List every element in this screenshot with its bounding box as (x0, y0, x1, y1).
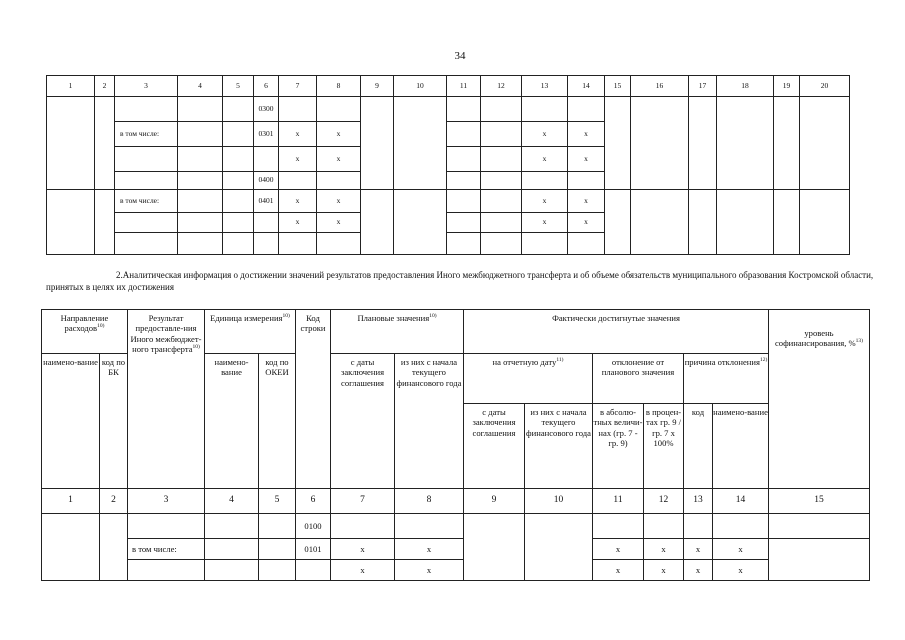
col-number: 7 (279, 76, 317, 97)
x-mark: x (279, 190, 317, 213)
x-mark: х (684, 539, 713, 560)
x-mark: х (395, 539, 464, 560)
header-row-code: Код строки (296, 310, 331, 489)
incl-label: в том числе: (115, 190, 178, 213)
x-mark: x (317, 122, 361, 147)
x-mark: x (568, 213, 605, 233)
x-mark: х (331, 539, 395, 560)
x-mark: x (522, 122, 568, 147)
x-mark: х (713, 560, 769, 581)
col-number: 13 (522, 76, 568, 97)
row-code: 0300 (254, 97, 279, 122)
col-number: 1 (47, 76, 95, 97)
incl-label: в том числе: (128, 539, 205, 560)
x-mark: x (522, 147, 568, 172)
col-number: 7 (331, 489, 395, 514)
header-actual-from-date: с даты заключения соглашения (464, 404, 525, 489)
col-number: 20 (800, 76, 850, 97)
header-reason: причина отклонения$^{12)}$ (684, 354, 769, 404)
x-mark: x (279, 147, 317, 172)
page-number: 34 (454, 50, 466, 62)
table-row (42, 539, 870, 560)
table-row (47, 190, 850, 213)
col-number: 5 (259, 489, 296, 514)
x-mark: х (395, 560, 464, 581)
x-mark: x (279, 122, 317, 147)
col-number: 11 (593, 489, 644, 514)
header-okei: код по ОКЕИ (259, 354, 296, 489)
col-number: 9 (361, 76, 394, 97)
header-percent: в процен-тах гр. 9 / гр. 7 х 100% (644, 404, 684, 489)
header-absolute: в абсолю-тных величи-нах (гр. 7 - гр. 9) (593, 404, 644, 489)
col-number: 15 (605, 76, 631, 97)
header-actual: Фактически достигнутые значения (464, 310, 769, 354)
col-number: 8 (317, 76, 361, 97)
col-number: 3 (128, 489, 205, 514)
col-number: 12 (644, 489, 684, 514)
header-on-date: на отчетную дату$^{11)}$ (464, 354, 593, 404)
table-row (47, 97, 850, 122)
x-mark: x (522, 213, 568, 233)
x-mark: x (317, 190, 361, 213)
incl-label: в том числе: (115, 122, 178, 147)
x-mark: x (317, 147, 361, 172)
col-number: 10 (525, 489, 593, 514)
col-number: 14 (713, 489, 769, 514)
col-number: 5 (223, 76, 254, 97)
expenditure-table-continued (46, 75, 850, 255)
row-code: 0301 (254, 122, 279, 147)
col-number: 12 (481, 76, 522, 97)
x-mark: х (593, 560, 644, 581)
x-mark: x (317, 213, 361, 233)
header-from-date: с даты заключения соглашения (331, 354, 395, 489)
col-number: 19 (774, 76, 800, 97)
header-reason-name: наимено-вание (713, 404, 769, 489)
x-mark: x (279, 213, 317, 233)
col-number: 3 (115, 76, 178, 97)
col-number: 2 (100, 489, 128, 514)
x-mark: х (644, 539, 684, 560)
col-number: 18 (717, 76, 774, 97)
row-code: 0101 (296, 539, 331, 560)
x-mark: x (568, 190, 605, 213)
header-name: наимено-вание (42, 354, 100, 489)
header-cofinancing: уровень софинансирования, %$^{13)}$ (769, 310, 870, 489)
header-result: Результат предоставле-ния Иного межбюджет-ного трансферта$^{10)}$ (128, 310, 205, 489)
table1-header-row (47, 76, 850, 97)
header-deviation: отклонение от планового значения (593, 354, 684, 404)
col-number: 6 (296, 489, 331, 514)
col-number: 1 (42, 489, 100, 514)
analytical-info-table (41, 309, 870, 581)
header-kod: код (684, 404, 713, 489)
table2-header-row (42, 310, 870, 354)
x-mark: x (568, 122, 605, 147)
col-number: 11 (447, 76, 481, 97)
x-mark: х (684, 560, 713, 581)
section-heading: 2.Аналитическая информация о достижении значений результатов предоставления Иного межбюджетного трансферта и об объеме обязательств муниципального образования Костромской области, принятых в целях их достижения (46, 270, 874, 293)
x-mark: x (568, 147, 605, 172)
table-row (42, 514, 870, 539)
x-mark: х (644, 560, 684, 581)
header-from-year: из них с начала текущего финансового года (395, 354, 464, 489)
col-number: 9 (464, 489, 525, 514)
col-number: 4 (178, 76, 223, 97)
col-number: 2 (95, 76, 115, 97)
header-unit-name: наимено-вание (205, 354, 259, 489)
header-kod-bk: код по БК (100, 354, 128, 489)
header-actual-from-year: из них с начала текущего финансового года (525, 404, 593, 489)
table-row (42, 560, 870, 581)
row-code: 0100 (296, 514, 331, 539)
col-number: 10 (394, 76, 447, 97)
x-mark: х (331, 560, 395, 581)
row-code: 0400 (254, 172, 279, 190)
col-number: 8 (395, 489, 464, 514)
col-number: 4 (205, 489, 259, 514)
col-number: 6 (254, 76, 279, 97)
header-planned: Плановые значения$^{10)}$ (331, 310, 464, 354)
row-code: 0401 (254, 190, 279, 213)
x-mark: х (593, 539, 644, 560)
x-mark: х (713, 539, 769, 560)
col-number: 16 (631, 76, 689, 97)
header-direction: Направление расходов$^{10)}$ (42, 310, 128, 354)
header-unit: Единица измерения$^{10)}$ (205, 310, 296, 354)
col-number: 13 (684, 489, 713, 514)
col-number: 15 (769, 489, 870, 514)
col-number: 17 (689, 76, 717, 97)
col-number: 14 (568, 76, 605, 97)
table2-number-row (42, 489, 870, 514)
x-mark: x (522, 190, 568, 213)
